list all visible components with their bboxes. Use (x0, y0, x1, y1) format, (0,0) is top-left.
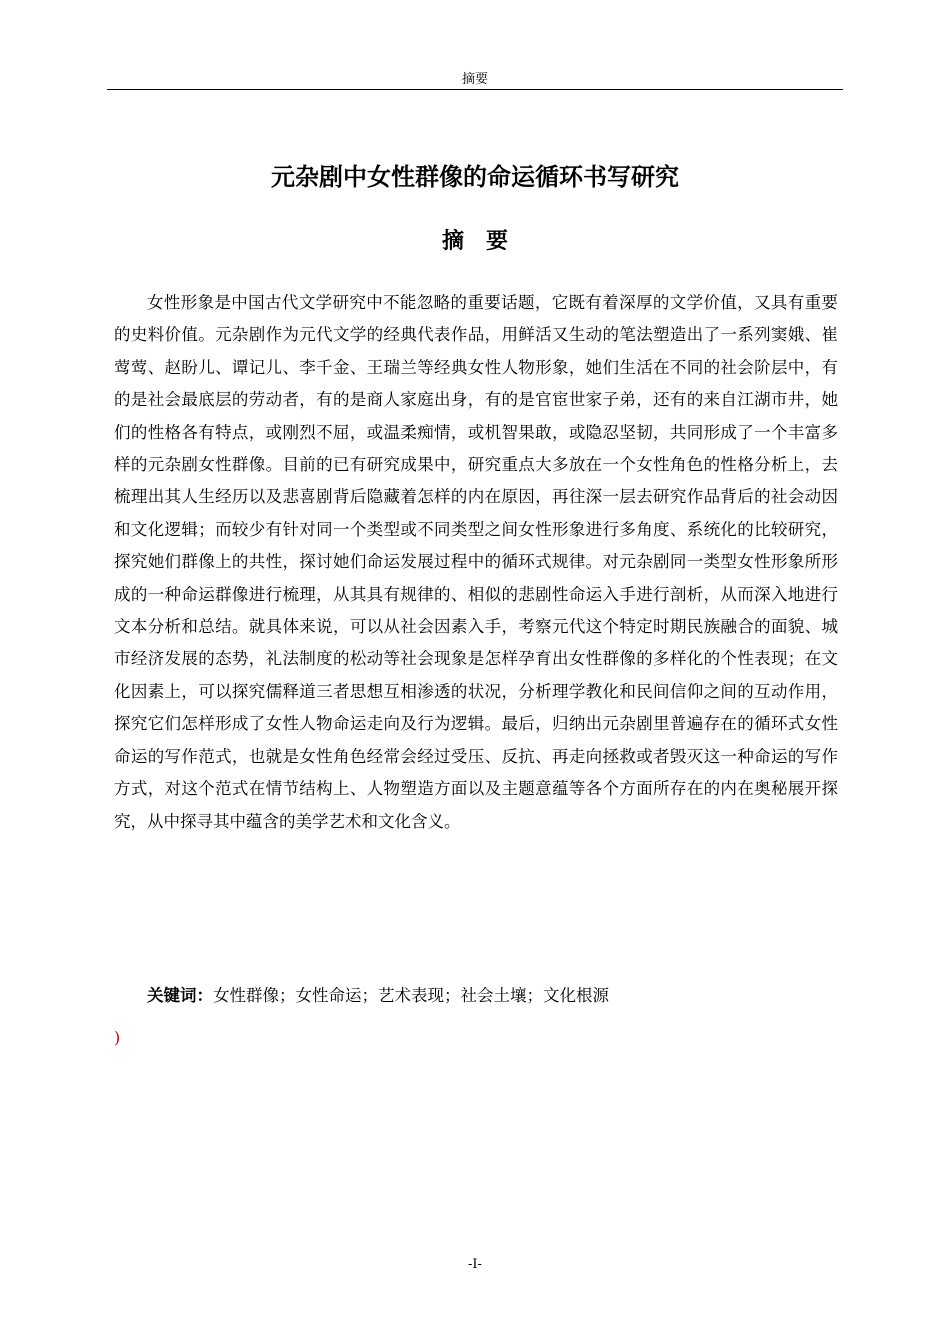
keywords-text: 女性群像；女性命运；艺术表现；社会土壤；文化根源 (213, 986, 609, 1005)
document-title: 元杂剧中女性群像的命运循环书写研究 (271, 163, 679, 191)
abstract-heading: 摘要 (441, 229, 530, 254)
keywords-label: 关键词： (147, 986, 213, 1005)
keywords-line (147, 982, 837, 1010)
header-rule (107, 89, 843, 90)
running-header: 摘要 (461, 72, 488, 87)
page-number: -I- (468, 1257, 482, 1272)
stray-mark: ) (114, 1028, 121, 1047)
abstract-body: 女性形象是中国古代文学研究中不能忽略的重要话题，它既有着深厚的文学价值，又具有重要的史料价值。元杂剧作为元代文学的经典代表作品，用鲜活又生动的笔法塑造出了一系列窦娥、崔莺莺、赵盼儿、谭记儿、李千金、王瑞兰等经典女性人物形象，她们生活在不同的社会阶层中，有的是社会最底层的劳动者，有的是商人家庭出身，有的是官宦世家子弟，还有的来自江湖市井，她们的性格各有特点，或刚烈不屈，或温柔痴情，或机智果敢，或隐忍坚韧，共同形成了一个丰富多样的元杂剧女性群像。目前的已有研究成果中，研究重点大多放在一个女性角色的性格分析上，去梳理出其人生经历以及悲喜剧背后隐藏着怎样的内在原因，再往深一层去研究作品背后的社会动因和文化逻辑；而较少有针对同一个类型或不同类型之间女性形象进行多角度、系统化的比较研究，探究她们群像上的共性，探讨她们命运发展过程中的循环式规律。对元杂剧同一类型女性形象所形成的一种命运群像进行梳理，从其具有规律的、相似的悲剧性命运入手进行剖析，从而深入地进行文本分析和总结。就具体来说，可以从社会因素入手，考察元代这个特定时期民族融合的面貌、城市经济发展的态势，礼法制度的松动等社会现象是怎样孕育出女性群像的多样化的个性表现；在文化因素上，可以探究儒释道三者思想互相渗透的状况，分析理学教化和民间信仰之间的互动作用，探究它们怎样形成了女性人物命运走向及行为逻辑。最后，归纳出元杂剧里普遍存在的循环式女性命运的写作范式，也就是女性角色经常会经过受压、反抗、再走向拯救或者毁灭这一种命运的写作方式，对这个范式在情节结构上、人物塑造方面以及主题意蕴等各个方面所存在的内在奥秘展开探究，从中探寻其中蕴含的美学艺术和文化含义。 (114, 293, 838, 831)
